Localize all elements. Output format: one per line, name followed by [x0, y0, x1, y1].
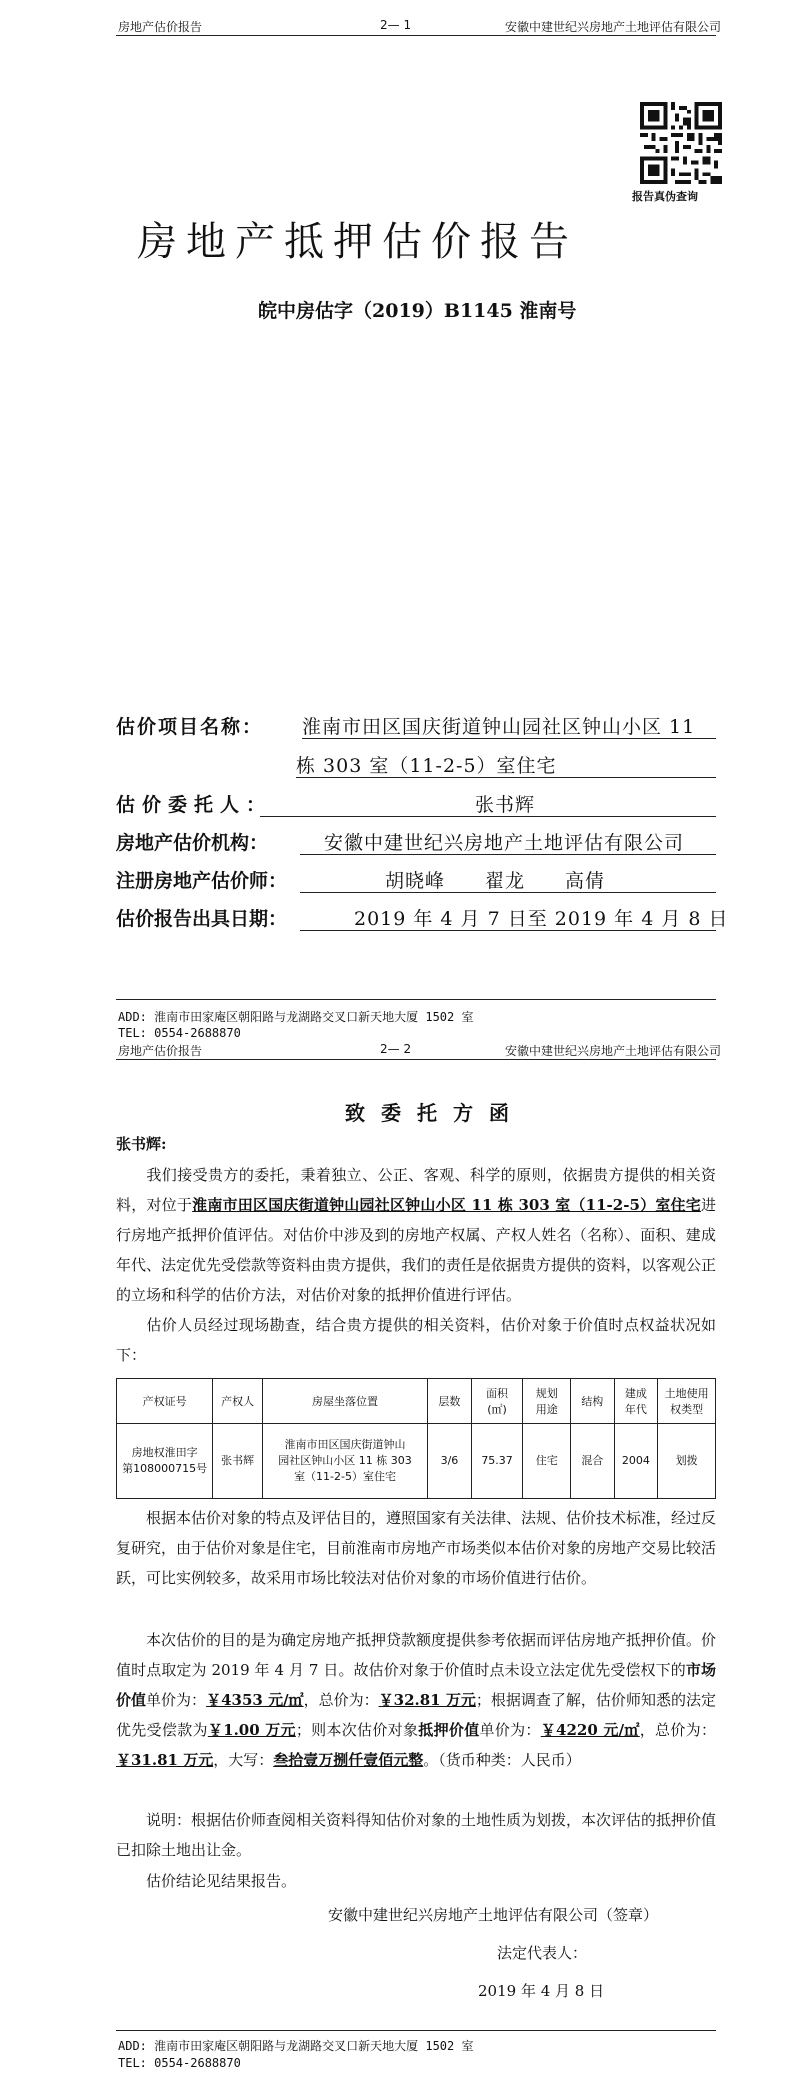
underline	[300, 892, 716, 893]
signature-representative: 法定代表人：	[497, 1944, 588, 1962]
footer-rule	[116, 2030, 716, 2031]
table-row	[117, 1424, 716, 1499]
letter-title: 致委托方函	[345, 1101, 525, 1125]
underline	[300, 930, 716, 931]
header-rule	[116, 1059, 716, 1060]
paragraph-1: 我们接受贵方的委托，秉着独立、公正、客观、科学的原则，依据贵方提供的相关资料，对位于淮南市田区国庆街道钟山园社区钟山小区 11 栋 303 室（11-2-5）室住宅进行房地产抵押价值评估。对估价中涉及到的房地产权属、产权人姓名（名称）、面积、建成年代、法定优先受偿款等资料由贵方提供，我们的责任是依据贵方提供的资料，以客观公正的立场和科学的估价方法，对估价对象的抵押价值进行评估。	[116, 1166, 717, 1304]
mortgage-total-in-words: 叁拾壹万捌仟壹佰元整	[273, 1751, 424, 1769]
table-cell: 2004	[614, 1424, 658, 1499]
paragraph-2: 估价人员经过现场勘查，结合贵方提供的相关资料，估价对象于价值时点权益状况如下：	[116, 1316, 716, 1364]
project-name-value: 淮南市田区国庆街道钟山园社区钟山小区 11	[302, 716, 696, 738]
signature-company: 安徽中建世纪兴房地产土地评估有限公司（签章）	[328, 1906, 659, 1924]
underline	[260, 816, 716, 817]
mortgage-unit-price: ￥4220 元/㎡	[540, 1721, 640, 1739]
market-total-price: ￥32.81 万元	[378, 1691, 476, 1709]
market-unit-price: ￥4353 元/㎡	[206, 1691, 304, 1709]
underline	[300, 854, 716, 855]
table-cell: 房地权淮田字 第108000715号	[117, 1424, 213, 1499]
table-cell: 淮南市田区国庆街道钟山 园社区钟山小区 11 栋 303 室（11-2-5）室住宅	[262, 1424, 427, 1499]
property-address: 淮南市田区国庆街道钟山园社区钟山小区 11 栋 303 室（11-2-5）室住宅	[192, 1196, 701, 1214]
header-left: 房地产估价报告	[118, 20, 203, 34]
client-label: 估价委托人：	[116, 794, 273, 816]
table-cell: 75.37	[471, 1424, 523, 1499]
client-value: 张书辉	[475, 794, 536, 816]
project-name-label: 估价项目名称：	[116, 716, 264, 738]
issue-date-value: 2019 年 4 月 7 日至 2019 年 4 月 8 日	[354, 908, 729, 930]
table-header-cell: 产权证号	[117, 1379, 213, 1424]
table-header-cell: 层数	[428, 1379, 472, 1424]
appraisers-label: 注册房地产估价师：	[116, 870, 288, 892]
table-header-cell: 规划 用途	[523, 1379, 571, 1424]
footer-rule	[116, 999, 716, 1000]
table-cell: 3/6	[428, 1424, 472, 1499]
appraisers-value: 胡晓峰 翟龙 高倩	[385, 870, 606, 892]
table-cell: 住宅	[523, 1424, 571, 1499]
table-cell: 混合	[571, 1424, 615, 1499]
priority-payment: ￥1.00 万元	[207, 1721, 296, 1739]
footer-phone: TEL: 0554-2688870	[118, 2056, 241, 2070]
table-header-cell: 面积 (㎡)	[471, 1379, 523, 1424]
qr-code-icon	[640, 102, 722, 184]
project-name-value-cont: 栋 303 室（11-2-5）室住宅	[296, 755, 557, 777]
paragraph-4: 本次估价的目的是为确定房地产抵押贷款额度提供参考依据而评估房地产抵押价值。价值时点取定为 2019 年 4 月 7 日。故估价对象于价值时点未设立法定优先受偿权下的市场价值单价为：￥4353 元/㎡，总价为：￥32.81 万元；根据调查了解，估价师知悉的法定优先受偿款为￥1.00 万元；则本次估价对象抵押价值单价为：￥4220 元/㎡，总价为：￥31.81 万元，大写：叁拾壹万捌仟壹佰元整。（货币种类：人民币）	[116, 1631, 717, 1769]
header-left: 房地产估价报告	[118, 1044, 203, 1058]
mortgage-total-price: ￥31.81 万元	[116, 1751, 214, 1769]
header-right: 安徽中建世纪兴房地产土地评估有限公司	[505, 1044, 722, 1058]
paragraph-5: 说明：根据估价师查阅相关资料得知估价对象的土地性质为划拨，本次评估的抵押价值已扣除土地出让金。	[116, 1811, 717, 1859]
table-header-cell: 产权人	[213, 1379, 263, 1424]
agency-label: 房地产估价机构：	[116, 832, 269, 854]
table-cell: 划拨	[658, 1424, 716, 1499]
paragraph-6: 估价结论见结果报告。	[146, 1872, 297, 1890]
signature-date: 2019 年 4 月 8 日	[478, 1982, 605, 2000]
issue-date-label: 估价报告出具日期：	[116, 908, 288, 930]
table-header-cell: 房屋坐落位置	[262, 1379, 427, 1424]
table-header-cell: 土地使用 权类型	[658, 1379, 716, 1424]
report-number: 皖中房估字（2019）B1145 淮南号	[258, 300, 577, 322]
salutation: 张书辉:	[116, 1135, 167, 1153]
table-header-cell: 建成 年代	[614, 1379, 658, 1424]
qr-caption: 报告真伪查询	[632, 190, 698, 203]
underline	[302, 738, 716, 739]
table-header-cell: 结构	[571, 1379, 615, 1424]
footer-phone: TEL: 0554-2688870	[118, 1026, 241, 1040]
footer-address: ADD: 淮南市田家庵区朝阳路与龙湖路交叉口新天地大厦 1502 室	[118, 1010, 474, 1024]
header-rule	[116, 35, 716, 36]
property-info-table	[116, 1378, 716, 1499]
header-page-number: 2— 1	[380, 18, 412, 32]
header-right: 安徽中建世纪兴房地产土地评估有限公司	[505, 20, 722, 34]
report-title: 房地产抵押估价报告	[137, 219, 578, 265]
paragraph-3: 根据本估价对象的特点及评估目的，遵照国家有关法律、法规、估价技术标准，经过反复研究，由于估价对象是住宅，目前淮南市房地产市场类似本估价对象的房地产交易比较活跃，可比实例较多，故采用市场比较法对估价对象的市场价值进行估价。	[116, 1509, 717, 1587]
underline	[296, 777, 716, 778]
agency-value: 安徽中建世纪兴房地产土地评估有限公司	[324, 832, 685, 854]
table-cell: 张书辉	[213, 1424, 263, 1499]
header-page-number: 2— 2	[380, 1042, 412, 1056]
footer-address: ADD: 淮南市田家庵区朝阳路与龙湖路交叉口新天地大厦 1502 室	[118, 2039, 474, 2053]
